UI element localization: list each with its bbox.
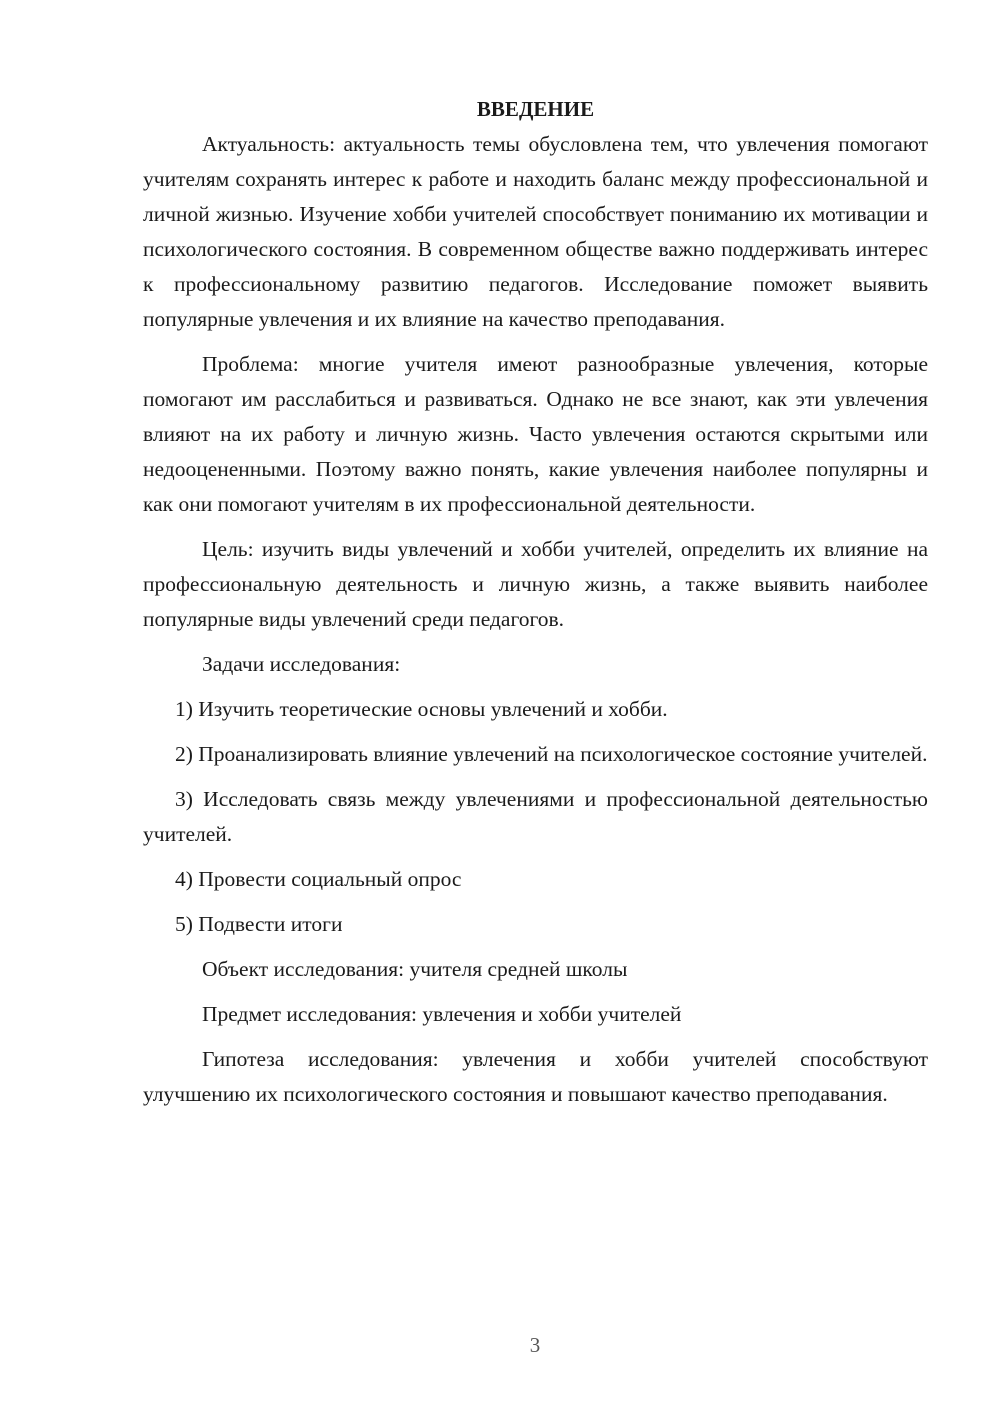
paragraph-object: Объект исследования: учителя средней школы (202, 957, 628, 981)
page-title: ВВЕДЕНИЕ (476, 97, 595, 121)
page-number: 3 (529, 1333, 541, 1357)
list-item: 4) Провести социальный опрос (175, 867, 462, 891)
paragraph-subject: Предмет исследования: увлечения и хобби учителей (202, 1002, 682, 1026)
tasks-title: Задачи исследования: (202, 652, 401, 676)
list-item: 3) Исследовать связь между увлечениями и профессиональной деятельностью учителей. (143, 787, 928, 846)
paragraph-relevance: Актуальность: актуальность темы обусловлена тем, что увлечения помогают учителям сохранять интерес к работе и находить баланс между профессиональной и личной жизнью. Изучение хобби учителей способствует пониманию их мотивации и психологического состояния. В современном обществе важно поддерживать интерес к профессиональному развитию педагогов. Исследование поможет выявить популярные увлечения и их влияние на качество преподавания. (143, 132, 928, 331)
list-item: 1) Изучить теоретические основы увлечений и хобби. (175, 697, 668, 721)
paragraph-hypothesis: Гипотеза исследования: увлечения и хобби учителей способствуют улучшению их психологического состояния и повышают качество преподавания. (143, 1047, 928, 1106)
document-page (143, 92, 928, 1112)
list-item: 2) Проанализировать влияние увлечений на психологическое состояние учителей. (175, 742, 928, 766)
list-item: 5) Подвести итоги (175, 912, 343, 936)
paragraph-problem: Проблема: многие учителя имеют разнообразные увлечения, которые помогают им расслабиться и развиваться. Однако не все знают, как эти увлечения влияют на их работу и личную жизнь. Часто увлечения остаются скрытыми или недооцененными. Поэтому важно понять, какие увлечения наиболее популярны и как они помогают учителям в их профессиональной деятельности. (143, 352, 928, 516)
paragraph-goal: Цель: изучить виды увлечений и хобби учителей, определить их влияние на профессиональную деятельность и личную жизнь, а также выявить наиболее популярные виды увлечений среди педагогов. (143, 537, 928, 631)
